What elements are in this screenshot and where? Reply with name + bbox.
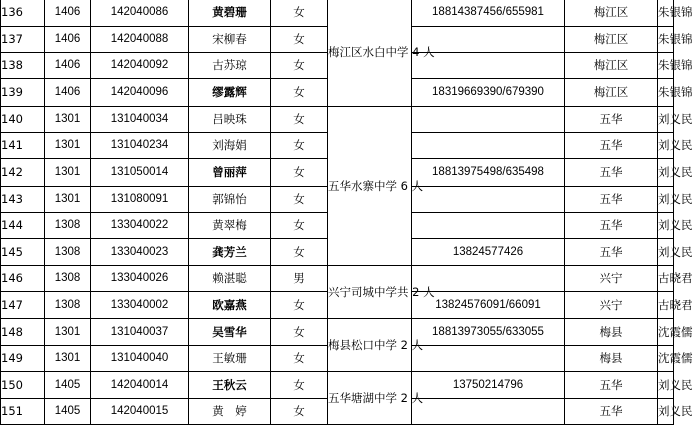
student-name-cell: 黄碧珊 [189, 0, 271, 27]
gender-cell: 女 [271, 0, 328, 27]
student-name-cell: 曾丽萍 [189, 159, 271, 187]
gender-cell: 女 [271, 79, 328, 107]
row-number-cell: 149 [1, 346, 45, 372]
class-code-cell: 1301 [45, 107, 91, 133]
row-number-cell: 144 [1, 213, 45, 239]
gender-cell: 女 [271, 159, 328, 187]
teacher-cell: 朱银锦 [658, 53, 674, 79]
class-code-cell: 1308 [45, 239, 91, 266]
region-cell: 梅江区 [565, 79, 658, 107]
class-code-cell: 1308 [45, 266, 91, 292]
student-id-cell: 131050014 [91, 159, 189, 187]
class-code-cell: 1406 [45, 79, 91, 107]
class-code-cell: 1301 [45, 319, 91, 346]
gender-cell: 女 [271, 53, 328, 79]
class-code-cell: 1405 [45, 399, 91, 425]
student-id-cell: 142040096 [91, 79, 189, 107]
student-name-cell: 缪露辉 [189, 79, 271, 107]
gender-cell: 女 [271, 399, 328, 425]
gender-cell: 女 [271, 213, 328, 239]
phone-cell [412, 399, 565, 425]
row-number-cell: 142 [1, 159, 45, 187]
row-number-cell: 136 [1, 0, 45, 27]
teacher-cell: 刘义民 [658, 239, 674, 266]
teacher-cell: 刘义民 [658, 399, 674, 425]
class-code-cell: 1308 [45, 292, 91, 319]
row-number-cell: 143 [1, 187, 45, 213]
table-row [1, 319, 674, 346]
student-name-cell: 黄翠梅 [189, 213, 271, 239]
phone-cell [412, 133, 565, 159]
student-id-cell: 133040023 [91, 239, 189, 266]
region-cell: 梅江区 [565, 0, 658, 27]
row-number-cell: 138 [1, 53, 45, 79]
row-number-cell: 146 [1, 266, 45, 292]
class-code-cell: 1301 [45, 133, 91, 159]
student-id-cell: 142040014 [91, 372, 189, 399]
region-cell: 五华 [565, 372, 658, 399]
region-cell: 五华 [565, 213, 658, 239]
phone-cell: 18319669390/679390 [412, 79, 565, 107]
student-id-cell: 133040026 [91, 266, 189, 292]
student-name-cell: 王敏珊 [189, 346, 271, 372]
student-name-cell: 王秋云 [189, 372, 271, 399]
student-id-cell: 142040086 [91, 0, 189, 27]
table-row [1, 0, 674, 27]
region-cell: 五华 [565, 159, 658, 187]
phone-cell [412, 187, 565, 213]
gender-cell: 女 [271, 187, 328, 213]
class-code-cell: 1301 [45, 346, 91, 372]
student-name-cell: 郭锦怡 [189, 187, 271, 213]
phone-cell: 13824576091/66091 [412, 292, 565, 319]
teacher-cell: 古晓君 [658, 292, 674, 319]
school-cell: 梅县松口中学 2 人 [328, 319, 412, 372]
row-number-cell: 140 [1, 107, 45, 133]
phone-cell: 18814387456/655981 [412, 0, 565, 27]
class-code-cell: 1406 [45, 53, 91, 79]
teacher-cell: 刘义民 [658, 133, 674, 159]
row-number-cell: 145 [1, 239, 45, 266]
gender-cell: 女 [271, 107, 328, 133]
row-number-cell: 137 [1, 27, 45, 53]
table-row [1, 107, 674, 133]
row-number-cell: 150 [1, 372, 45, 399]
row-number-cell: 147 [1, 292, 45, 319]
phone-cell [412, 346, 565, 372]
gender-cell: 女 [271, 27, 328, 53]
student-id-cell: 142040015 [91, 399, 189, 425]
phone-cell: 18813975498/635498 [412, 159, 565, 187]
class-code-cell: 1406 [45, 0, 91, 27]
class-code-cell: 1406 [45, 27, 91, 53]
student-id-cell: 131080091 [91, 187, 189, 213]
phone-cell [412, 107, 565, 133]
student-name-cell: 吕映珠 [189, 107, 271, 133]
class-code-cell: 1301 [45, 159, 91, 187]
region-cell: 五华 [565, 399, 658, 425]
student-id-cell: 131040234 [91, 133, 189, 159]
region-cell: 兴宁 [565, 292, 658, 319]
region-cell: 五华 [565, 239, 658, 266]
region-cell: 梅江区 [565, 53, 658, 79]
teacher-cell: 刘义民 [658, 372, 674, 399]
region-cell: 梅县 [565, 319, 658, 346]
phone-cell [412, 213, 565, 239]
student-id-cell: 131040040 [91, 346, 189, 372]
student-id-cell: 131040034 [91, 107, 189, 133]
roster-body [1, 0, 693, 425]
row-number-cell: 151 [1, 399, 45, 425]
gender-cell: 女 [271, 346, 328, 372]
student-id-cell: 133040022 [91, 213, 189, 239]
student-name-cell: 赖湛聪 [189, 266, 271, 292]
teacher-cell: 古晓君 [658, 266, 674, 292]
gender-cell: 女 [271, 133, 328, 159]
teacher-cell: 刘义民 [658, 107, 674, 133]
class-code-cell: 1405 [45, 372, 91, 399]
student-name-cell: 宋柳春 [189, 27, 271, 53]
teacher-cell: 刘义民 [658, 187, 674, 213]
gender-cell: 男 [271, 266, 328, 292]
teacher-cell: 刘义民 [658, 213, 674, 239]
student-id-cell: 142040092 [91, 53, 189, 79]
student-id-cell: 133040002 [91, 292, 189, 319]
table-row [1, 372, 674, 399]
gender-cell: 女 [271, 372, 328, 399]
row-number-cell: 139 [1, 79, 45, 107]
phone-cell: 13824577426 [412, 239, 565, 266]
student-id-cell: 131040037 [91, 319, 189, 346]
region-cell: 五华 [565, 107, 658, 133]
gender-cell: 女 [271, 239, 328, 266]
phone-cell: 18813973055/633055 [412, 319, 565, 346]
student-id-cell: 142040088 [91, 27, 189, 53]
teacher-cell: 刘义民 [658, 159, 674, 187]
school-cell: 五华水寨中学 6 人 [328, 107, 412, 266]
student-name-cell: 欧嘉燕 [189, 292, 271, 319]
gender-cell: 女 [271, 319, 328, 346]
teacher-cell: 朱银锦 [658, 27, 674, 53]
student-name-cell: 刘海娟 [189, 133, 271, 159]
gender-cell: 女 [271, 292, 328, 319]
teacher-cell: 沈霞儒 [658, 319, 674, 346]
student-name-cell: 古苏琼 [189, 53, 271, 79]
region-cell: 梅县 [565, 346, 658, 372]
region-cell: 梅江区 [565, 27, 658, 53]
teacher-cell: 朱银锦 [658, 0, 674, 27]
student-name-cell: 吴雪华 [189, 319, 271, 346]
student-name-cell: 龚芳兰 [189, 239, 271, 266]
school-cell: 梅江区水白中学 4 人 [328, 0, 412, 107]
region-cell: 五华 [565, 133, 658, 159]
table-row [1, 266, 674, 292]
class-code-cell: 1308 [45, 213, 91, 239]
teacher-cell: 朱银锦 [658, 79, 674, 107]
student-name-cell: 黄 婷 [189, 399, 271, 425]
teacher-cell: 沈霞儒 [658, 346, 674, 372]
class-code-cell: 1301 [45, 187, 91, 213]
school-cell: 兴宁司城中学共 2 人 [328, 266, 412, 319]
phone-cell: 13750214796 [412, 372, 565, 399]
row-number-cell: 148 [1, 319, 45, 346]
row-number-cell: 141 [1, 133, 45, 159]
region-cell: 五华 [565, 187, 658, 213]
school-cell: 五华塘湖中学 2 人 [328, 372, 412, 425]
region-cell: 兴宁 [565, 266, 658, 292]
